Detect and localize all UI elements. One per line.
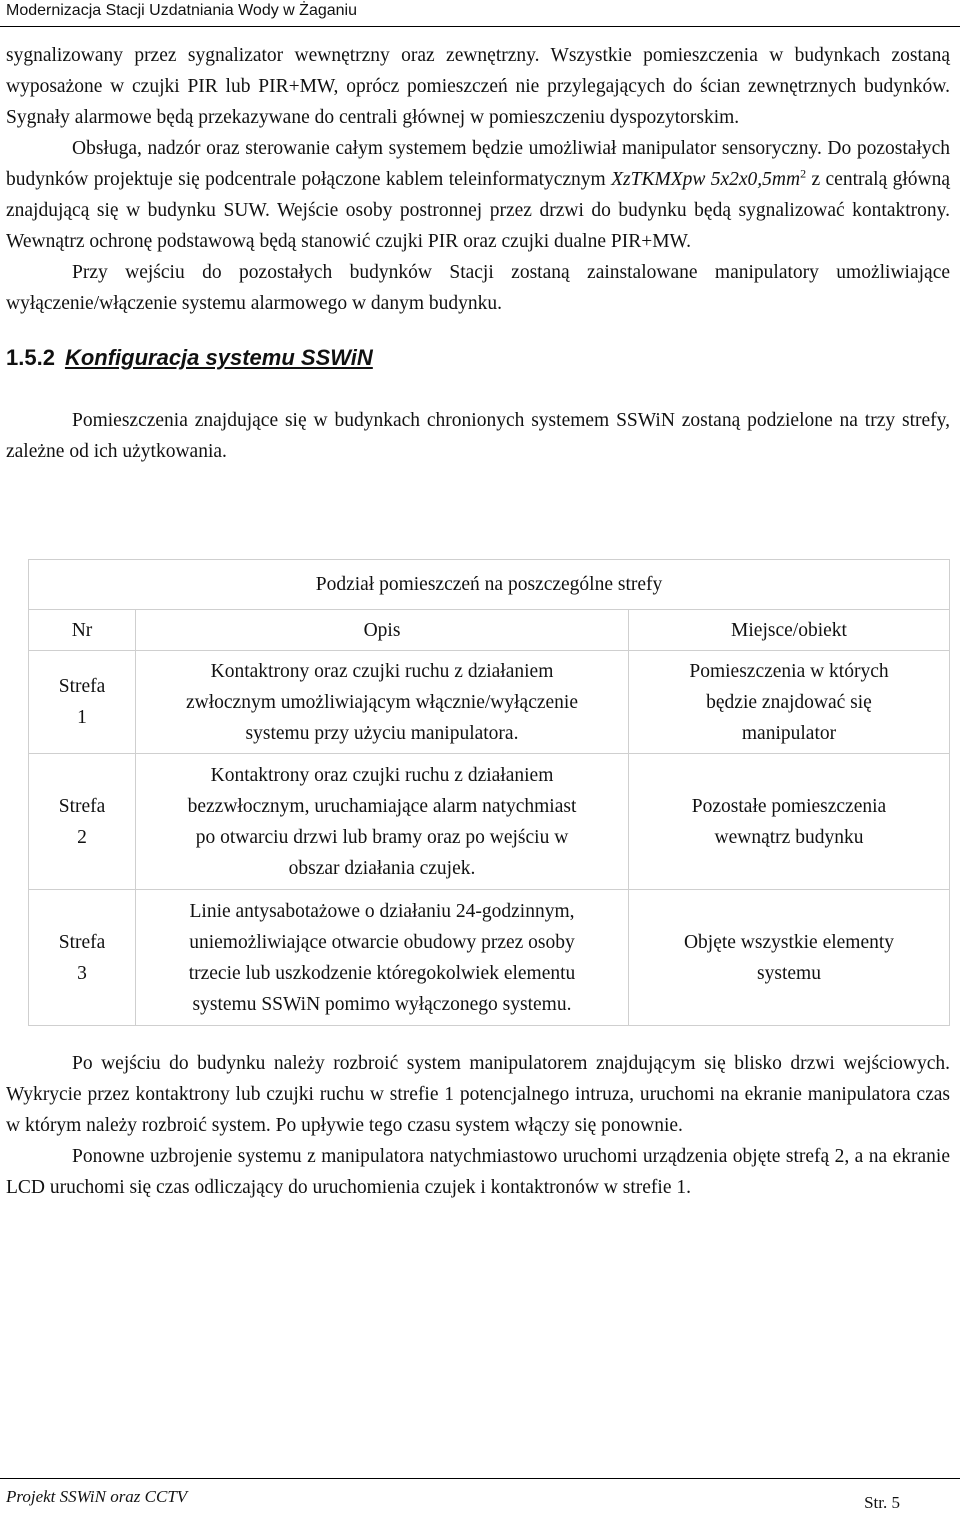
description-line: trzecie lub uszkodzenie któregokolwiek elementu (188, 962, 576, 984)
description-line: obszar działania czujek. (288, 857, 476, 879)
table-row (29, 890, 950, 1026)
description-line: uniemożliwiające otwarcie obudowy przez osoby (189, 931, 575, 953)
footer-project: Projekt SSWiN oraz CCTV (6, 1487, 188, 1506)
location-line: będzie znajdować się (706, 691, 872, 713)
section-number: 1.5.2 (6, 345, 55, 370)
description-line: zwłocznym umożliwiającym włącznie/wyłączenie (186, 691, 578, 713)
description-line: Kontaktrony oraz czujki ruchu z działaniem (210, 764, 554, 786)
table-row (29, 651, 950, 754)
description-line: systemu SSWiN pomimo wyłączonego systemu. (192, 993, 572, 1015)
section-heading (6, 343, 950, 373)
page-header (0, 0, 960, 27)
column-header-nr: Nr (29, 610, 136, 651)
location-line: systemu (757, 962, 821, 984)
table-caption: Podział pomieszczeń na poszczególne strefy (29, 560, 950, 610)
column-header-miejsce: Miejsce/obiekt (629, 610, 950, 651)
page-footer (0, 1478, 960, 1511)
description-line: bezzwłocznym, uruchamiające alarm natychmiast (187, 795, 577, 817)
zones-table (28, 559, 950, 1026)
location-line: wewnątrz budynku (714, 826, 864, 848)
description-line: Kontaktrony oraz czujki ruchu z działaniem (210, 660, 554, 682)
section-title: Konfiguracja systemu SSWiN (64, 345, 373, 370)
location-cell (629, 754, 950, 890)
description-cell (136, 651, 629, 754)
zone-label: Strefa (58, 931, 106, 953)
paragraph-text: Obsługa, nadzór oraz sterowanie całym systemem będzie umożliwiał manipulator sensoryczny. Do pozostałych budynków projektuje się podcentrale połączone kablem teleinformatycznym (6, 138, 950, 190)
location-cell (629, 890, 950, 1026)
zone-number: 2 (77, 826, 87, 848)
zone-number: 1 (77, 707, 87, 728)
location-cell (629, 651, 950, 754)
after-table-section (6, 1048, 950, 1203)
zone-cell (29, 890, 136, 1026)
location-line: Pomieszczenia w których (689, 660, 889, 682)
location-line: manipulator (741, 722, 837, 744)
description-line: Linie antysabotażowe o działaniu 24-godzinnym, (189, 900, 575, 922)
description-cell (136, 754, 629, 890)
column-header-opis: Opis (136, 610, 629, 651)
paragraph: Po wejściu do budynku należy rozbroić system manipulatorem znajdującym się blisko drzwi wejściowych. Wykrycie przez kontaktrony lub czujki ruchu w strefie 1 potencjalnego intruza, uruchomi na ekranie manipulatora czas w którym należy rozbroić system. Po upływie tego czasu system włączy się ponownie. (6, 1053, 950, 1136)
paragraph: sygnalizowany przez sygnalizator wewnętrzny oraz zewnętrzny. Wszystkie pomieszczenia w budynkach zostaną wyposażone w czujki PIR lub PIR+MW, oprócz pomieszczeń nie przylegających do ścian zewnętrznych budynków. Sygnały alarmowe będą przekazywane do centrali głównej w pomieszczeniu dyspozytorskim. (6, 45, 950, 128)
paragraph: Ponowne uzbrojenie systemu z manipulatora natychmiastowo uruchomi urządzenia objęte strefą 2, a na ekranie LCD uruchomi się czas odliczający do uruchomienia czujek i kontaktronów w strefie 1. (6, 1146, 950, 1198)
page-number: Str. 5 (864, 1493, 900, 1512)
zone-label: Strefa (58, 676, 106, 697)
location-line: Pozostałe pomieszczenia (691, 795, 887, 817)
document-title: Modernizacja Stacji Uzdatniania Wody w Żaganiu (6, 2, 357, 19)
description-line: systemu przy użyciu manipulatora. (245, 722, 519, 744)
cable-type: XzTKMXpw 5x2x0,5mm (611, 169, 801, 190)
description-cell (136, 890, 629, 1026)
zone-label: Strefa (58, 795, 106, 817)
paragraph: Przy wejściu do pozostałych budynków Stacji zostaną zainstalowane manipulatory umożliwiające wyłączenie/włączenie systemu alarmowego w danym budynku. (6, 262, 950, 314)
table-row (29, 754, 950, 890)
description-line: po otwarciu drzwi lub bramy oraz po wejściu w (195, 826, 569, 848)
cable-superscript: 2 (800, 166, 807, 181)
zone-cell (29, 651, 136, 754)
paragraph (6, 133, 950, 257)
zone-cell (29, 754, 136, 890)
zone-number: 3 (77, 962, 87, 984)
paragraph-text: z centralą główną znajdującą się w budynku SUW. Wejście osoby postronnej przez drzwi do budynku będą sygnalizować kontaktrony. Wewnątrz ochronę podstawową będą stanowić czujki PIR oraz czujki dualne PIR+MW. (6, 169, 951, 252)
paragraph: Pomieszczenia znajdujące się w budynkach chronionych systemem SSWiN zostaną podzielone na trzy strefy, zależne od ich użytkowania. (6, 410, 950, 462)
intro-section (6, 40, 950, 467)
location-line: Objęte wszystkie elementy (683, 931, 895, 953)
